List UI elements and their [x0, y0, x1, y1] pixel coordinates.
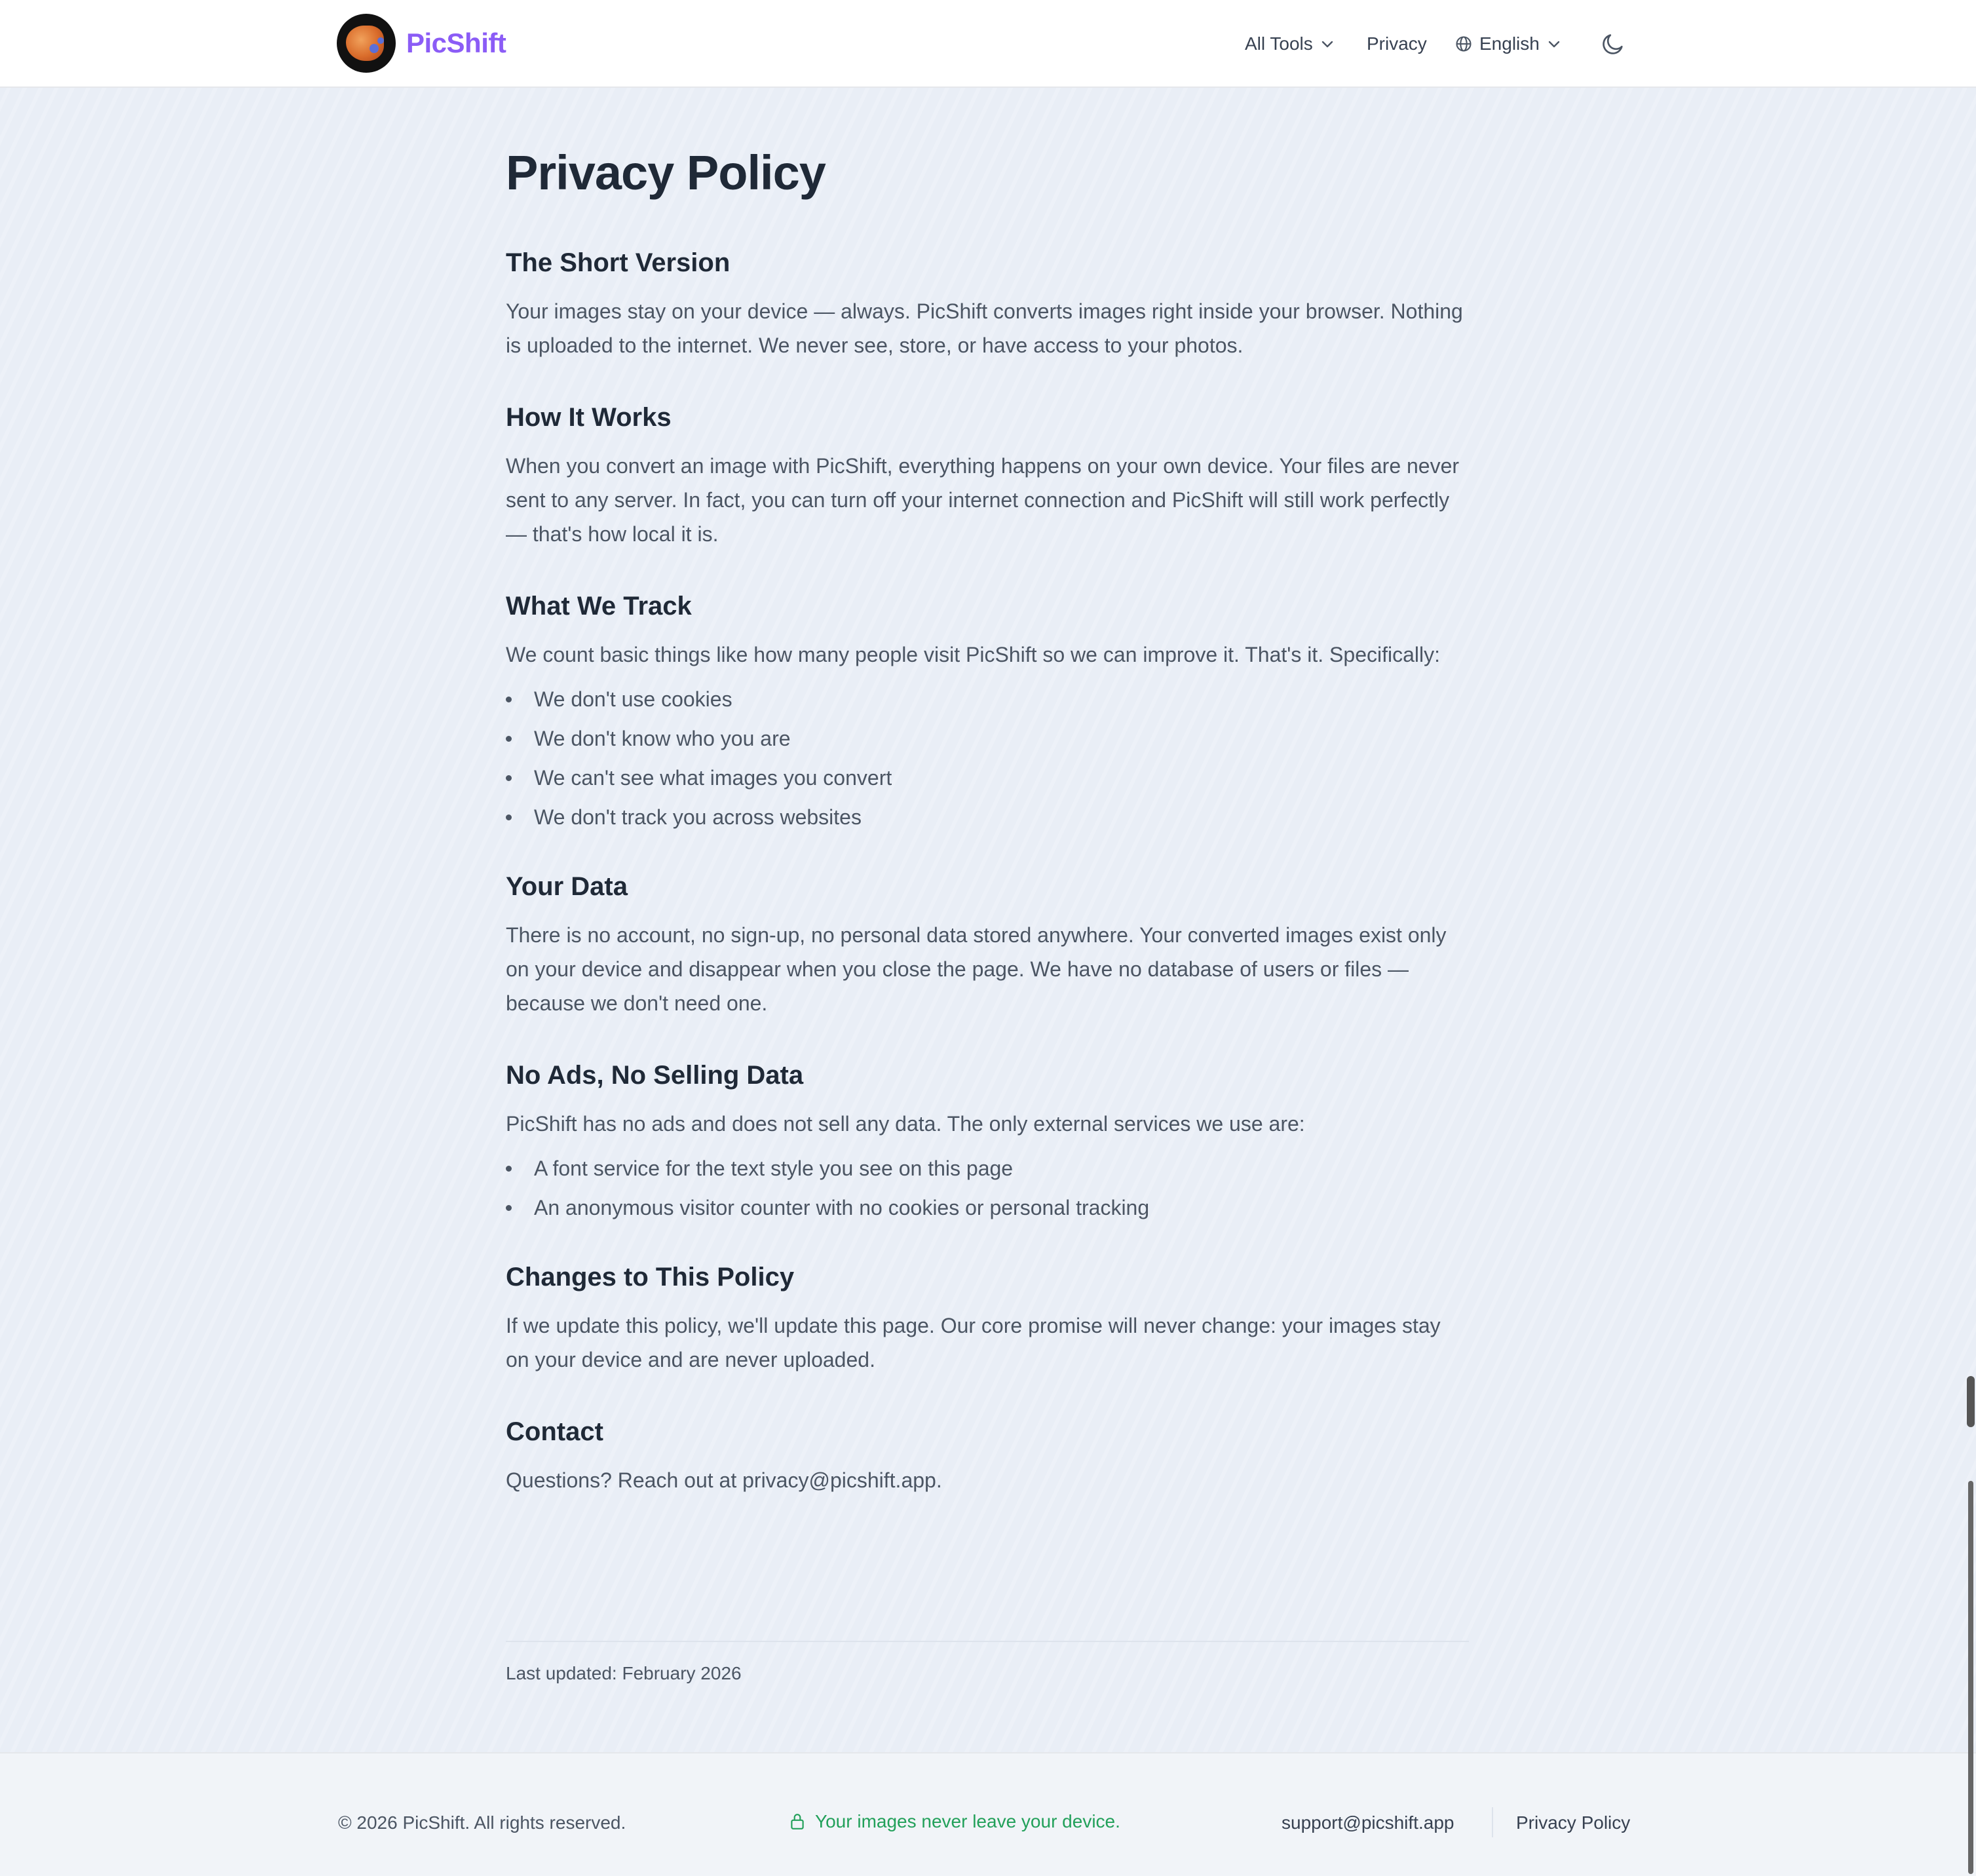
- content-divider: [506, 1641, 1469, 1642]
- lock-icon: [789, 1812, 806, 1831]
- nav-all-tools-dropdown[interactable]: [1245, 0, 1335, 88]
- list-item: We don't track you across websites: [506, 797, 1469, 837]
- footer-privacy-policy-link[interactable]: Privacy Policy: [1516, 1812, 1631, 1833]
- section-heading: Your Data: [506, 871, 628, 901]
- section-heading: What We Track: [506, 591, 692, 621]
- scrollbar-rail: [1968, 1481, 1973, 1874]
- footer-secure-message: [789, 1811, 1120, 1832]
- section-contact: [506, 1416, 1469, 1497]
- section-paragraph: When you convert an image with PicShift, everything happens on your own device. Your files are never sent to any server. In fact, you can turn off your internet connection and PicShift will still work perfectly — that's how local it is.: [506, 453, 1460, 546]
- list-item: We can't see what images you convert: [506, 758, 1469, 797]
- footer-separator: [1492, 1807, 1493, 1837]
- chevron-down-icon: [1546, 36, 1562, 52]
- brand-home-link[interactable]: [337, 13, 506, 73]
- nav-privacy-link[interactable]: [1367, 0, 1427, 88]
- footer: [0, 1752, 1976, 1876]
- external-services-list: [506, 1149, 1469, 1227]
- section-heading: No Ads, No Selling Data: [506, 1060, 804, 1090]
- scrollbar-thumb[interactable]: [1967, 1376, 1975, 1427]
- section-paragraph: PicShift has no ads and does not sell any data. The only external services we use are:: [506, 1111, 1305, 1136]
- list-item: An anonymous visitor counter with no cookies or personal tracking: [506, 1188, 1469, 1227]
- list-item: We don't know who you are: [506, 719, 1469, 758]
- last-updated-text: Last updated: February 2026: [506, 1663, 742, 1683]
- chevron-down-icon: [1320, 36, 1335, 52]
- section-short-version: [506, 247, 1469, 362]
- section-paragraph: If we update this policy, we'll update this page. Our core promise will never change: your images stay on your device and are never uploaded.: [506, 1313, 1441, 1371]
- brand-name: PicShift: [406, 28, 506, 58]
- contact-paragraph: Questions? Reach out at privacy@picshift.app.: [506, 1468, 942, 1492]
- globe-icon: [1454, 35, 1473, 53]
- tracking-list: [506, 680, 1469, 837]
- section-heading: How It Works: [506, 402, 672, 432]
- section-heading: The Short Version: [506, 248, 731, 277]
- section-what-we-track: [506, 590, 1469, 837]
- section-heading: Contact: [506, 1417, 603, 1446]
- footer-copyright: © 2026 PicShift. All rights reserved.: [338, 1812, 626, 1833]
- nav-all-tools-label: All Tools: [1245, 33, 1313, 54]
- section-no-ads: [506, 1060, 1469, 1227]
- section-paragraph: We count basic things like how many people visit PicShift so we can improve it. That's it. Specifically:: [506, 642, 1440, 666]
- section-your-data: [506, 871, 1469, 1020]
- nav-privacy-label: Privacy: [1367, 33, 1427, 54]
- list-item: A font service for the text style you see on this page: [506, 1149, 1469, 1188]
- language-selector[interactable]: [1454, 0, 1562, 88]
- secure-message-text: Your images never leave your device.: [815, 1811, 1120, 1831]
- top-navigation-bar: [0, 0, 1976, 88]
- support-email-link[interactable]: support@picshift.app: [1282, 1812, 1454, 1833]
- section-changes: [506, 1261, 1469, 1377]
- theme-toggle-button[interactable]: [1600, 0, 1626, 88]
- list-item: We don't use cookies: [506, 680, 1469, 719]
- moon-icon: [1600, 31, 1626, 57]
- language-label: English: [1479, 33, 1540, 54]
- section-how-it-works: [506, 402, 1469, 551]
- section-paragraph: There is no account, no sign-up, no personal data stored anywhere. Your converted images exist only on your device and disappear when you close the page. We have no database of users or files — because we don't need one.: [506, 923, 1447, 1015]
- picshift-logo-icon: [337, 14, 396, 73]
- privacy-policy-content: [506, 144, 1469, 1497]
- section-paragraph: Your images stay on your device — always. PicShift converts images right inside your browser. Nothing is uploaded to the internet. We never see, store, or have access to your photos.: [506, 299, 1463, 357]
- page-title: Privacy Policy: [506, 145, 826, 200]
- section-heading: Changes to This Policy: [506, 1262, 795, 1292]
